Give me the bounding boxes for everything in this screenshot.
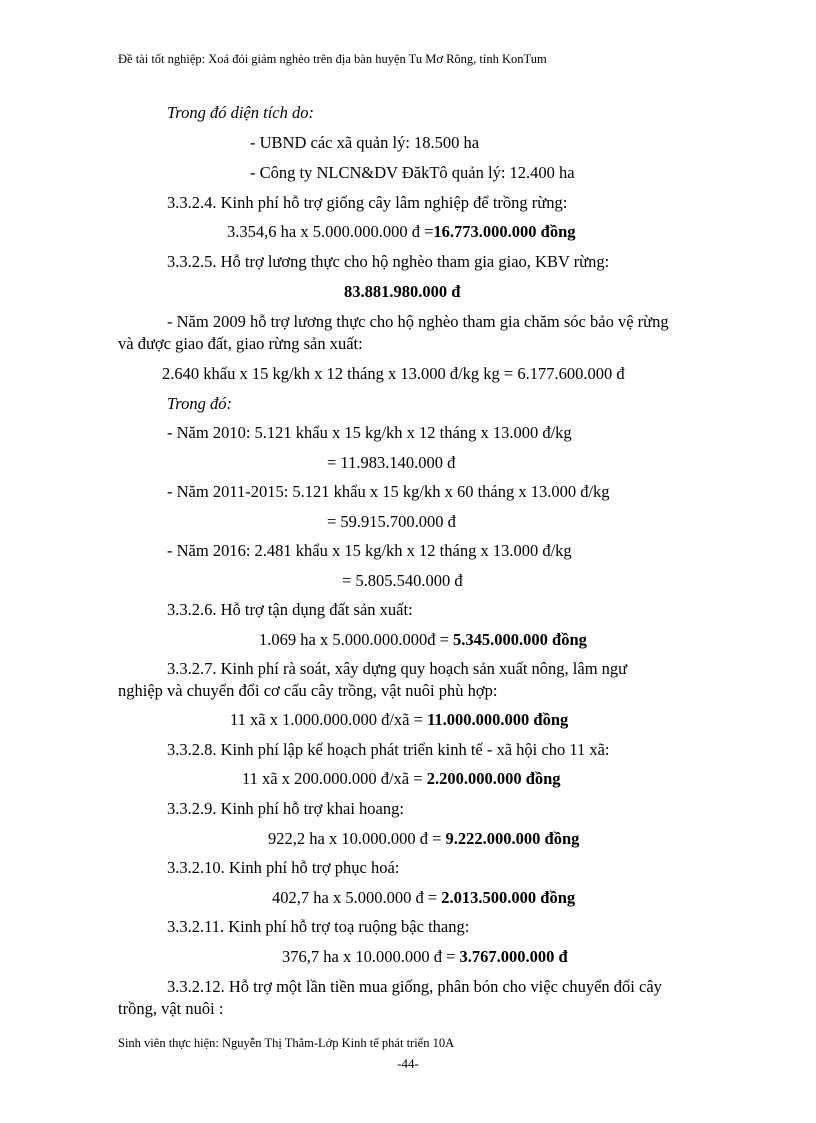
formula-result: 11.000.000.000 đồng <box>427 710 569 729</box>
section-heading: 3.3.2.5. Hỗ trợ lương thực cho hộ nghèo tham gia giao, KBV rừng: <box>167 252 610 271</box>
paragraph-line: - Năm 2009 hỗ trợ lương thực cho hộ nghèo tham gia chăm sóc bảo vệ rừng <box>167 312 669 331</box>
section-heading: 3.3.2.10. Kinh phí hỗ trợ phục hoá: <box>167 858 400 877</box>
section-heading: 3.3.2.7. Kinh phí rà soát, xây dựng quy hoạch sản xuất nông, lâm ngư <box>167 659 628 678</box>
formula-expression: 376,7 ha x 10.000.000 đ = <box>282 947 456 966</box>
formula-expression: 3.354,6 ha x 5.000.000.000 đ = <box>227 222 434 241</box>
formula-line <box>230 710 568 730</box>
list-item: - UBND các xã quản lý: 18.500 ha <box>250 133 480 152</box>
list-item: - Năm 2010: 5.121 khẩu x 15 kg/kh x 12 tháng x 13.000 đ/kg <box>167 423 572 442</box>
formula-line: 2.640 khẩu x 15 kg/kh x 12 tháng x 13.000 đ/kg kg = 6.177.600.000 đ <box>162 364 625 383</box>
section-heading: 3.3.2.8. Kinh phí lập kế hoạch phát triển kinh tế - xã hội cho 11 xã: <box>167 740 610 759</box>
section-heading: 3.3.2.6. Hỗ trợ tận dụng đất sản xuất: <box>167 600 413 619</box>
section-heading: 3.3.2.9. Kinh phí hỗ trợ khai hoang: <box>167 799 404 818</box>
page-number: -44- <box>397 1056 419 1071</box>
list-item: - Năm 2016: 2.481 khẩu x 15 kg/kh x 12 tháng x 13.000 đ/kg <box>167 541 572 560</box>
formula-expression: 11 xã x 1.000.000.000 đ/xã = <box>230 710 423 729</box>
paragraph-line: Trong đó diện tích do: <box>167 103 314 122</box>
formula-expression: 11 xã x 200.000.000 đ/xã = <box>242 769 423 788</box>
formula-line <box>268 829 579 849</box>
formula-line <box>259 630 587 650</box>
running-footer: Sinh viên thực hiện: Nguyễn Thị Thắm-Lớp Kinh tế phát triển 10A <box>118 1036 455 1050</box>
formula-result: 3.767.000.000 đ <box>459 947 568 966</box>
formula-result: = 11.983.140.000 đ <box>327 453 456 472</box>
formula-result: 5.345.000.000 đồng <box>453 630 587 649</box>
list-item: - Năm 2011-2015: 5.121 khẩu x 15 kg/kh x 60 tháng x 13.000 đ/kg <box>167 482 610 501</box>
paragraph-line: trồng, vật nuôi : <box>118 999 224 1018</box>
section-heading: 3.3.2.11. Kinh phí hỗ trợ toạ ruộng bậc thang: <box>167 917 470 936</box>
formula-expression: 402,7 ha x 5.000.000 đ = <box>272 888 438 907</box>
formula-line <box>282 947 568 967</box>
section-heading: 3.3.2.4. Kinh phí hỗ trợ giống cây lâm nghiệp để trồng rừng: <box>167 193 568 212</box>
section-heading: 3.3.2.12. Hỗ trợ một lần tiền mua giống, phân bón cho việc chuyển đổi cây <box>167 977 662 996</box>
total-amount: 83.881.980.000 đ <box>344 282 461 301</box>
formula-result: 9.222.000.000 đồng <box>445 829 580 848</box>
paragraph-line: và được giao đất, giao rừng sản xuất: <box>118 334 363 353</box>
formula-result: 2.013.500.000 đồng <box>441 888 576 907</box>
paragraph-line: nghiệp và chuyển đổi cơ cấu cây trồng, vật nuôi phù hợp: <box>118 681 498 700</box>
formula-expression: 922,2 ha x 10.000.000 đ = <box>268 829 442 848</box>
paragraph-line: Trong đó: <box>167 394 232 413</box>
formula-result: 16.773.000.000 đồng <box>433 222 576 241</box>
formula-line <box>227 222 576 242</box>
formula-line <box>272 888 575 908</box>
formula-result: 2.200.000.000 đồng <box>426 769 561 788</box>
formula-result: = 5.805.540.000 đ <box>342 571 463 590</box>
formula-result: = 59.915.700.000 đ <box>327 512 456 531</box>
formula-expression: 1.069 ha x 5.000.000.000đ = <box>259 630 449 649</box>
running-header: Đề tài tốt nghiệp: Xoá đói giảm nghèo trên địa bàn huyện Tu Mơ Rông, tỉnh KonTum <box>118 52 547 66</box>
list-item: - Công ty NLCN&DV ĐăkTô quản lý: 12.400 ha <box>250 163 575 182</box>
formula-line <box>242 769 561 789</box>
